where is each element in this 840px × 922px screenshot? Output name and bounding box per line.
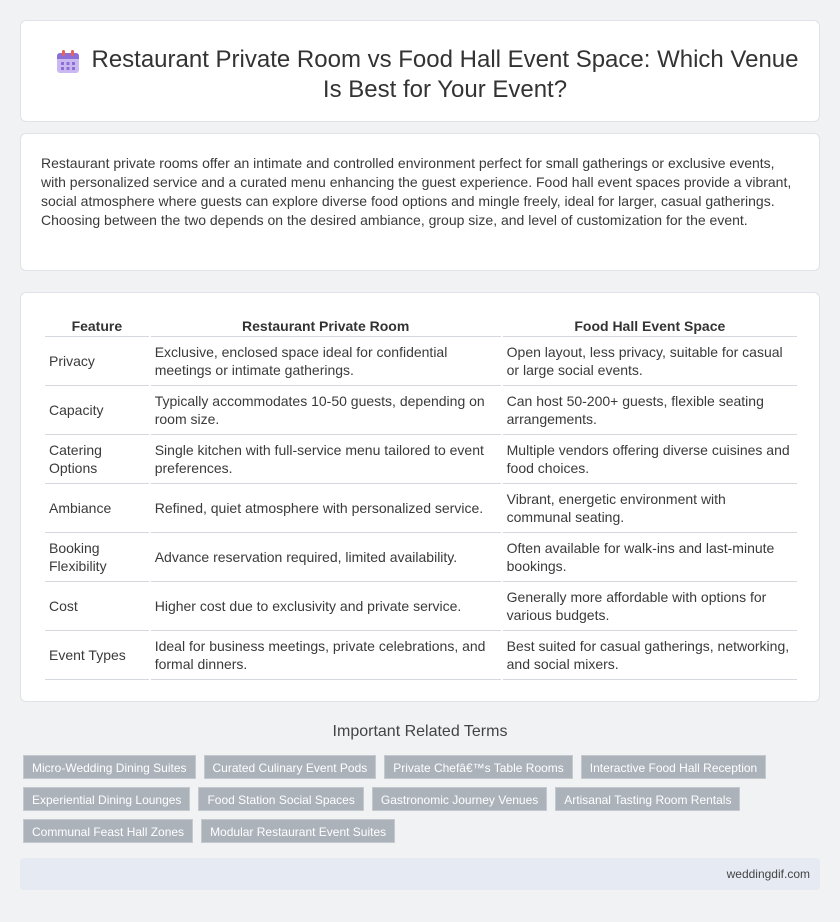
related-term-tag[interactable]: Gastronomic Journey Venues (372, 787, 547, 811)
comparison-card (20, 292, 820, 702)
private-room-cell: Advance reservation required, limited availability. (151, 533, 501, 582)
feature-cell: Cost (45, 582, 149, 631)
feature-cell: Capacity (45, 386, 149, 435)
feature-cell: Event Types (45, 631, 149, 680)
header-food-hall-event-space: Food Hall Event Space (503, 315, 797, 337)
related-term-tag[interactable]: Micro-Wedding Dining Suites (23, 755, 196, 779)
food-hall-cell: Can host 50-200+ guests, flexible seating arrangements. (503, 386, 797, 435)
food-hall-cell: Often available for walk-ins and last-minute bookings. (503, 533, 797, 582)
intro-paragraph: Restaurant private rooms offer an intimate and controlled environment perfect for small gatherings or exclusive events, with personalized service and a curated menu enhancing the guest experience. Food hall event spaces provide a vibrant, social atmosphere where guests can explore diverse food options and mingle freely, ideal for larger, casual gatherings. Choosing between the two depends on the desired ambiance, group size, and level of customization for the event. (41, 155, 792, 228)
comparison-table (43, 315, 799, 680)
table-row (45, 582, 797, 631)
private-room-cell: Higher cost due to exclusivity and private service. (151, 582, 501, 631)
table-header-row (45, 315, 797, 337)
table-row (45, 533, 797, 582)
related-terms-list (23, 755, 783, 843)
feature-cell: Catering Options (45, 435, 149, 484)
intro-card (20, 133, 820, 271)
footer-bar (20, 858, 820, 890)
private-room-cell: Single kitchen with full-service menu tailored to event preferences. (151, 435, 501, 484)
private-room-cell: Refined, quiet atmosphere with personalized service. (151, 484, 501, 533)
related-term-tag[interactable]: Food Station Social Spaces (198, 787, 363, 811)
header-restaurant-private-room: Restaurant Private Room (151, 315, 501, 337)
related-term-tag[interactable]: Curated Culinary Event Pods (204, 755, 377, 779)
related-terms-heading: Important Related Terms (332, 723, 508, 740)
feature-cell: Privacy (45, 337, 149, 386)
feature-cell: Booking Flexibility (45, 533, 149, 582)
related-term-tag[interactable]: Communal Feast Hall Zones (23, 819, 193, 843)
private-room-cell: Exclusive, enclosed space ideal for confidential meetings or intimate gatherings. (151, 337, 501, 386)
feature-cell: Ambiance (45, 484, 149, 533)
table-row (45, 484, 797, 533)
food-hall-cell: Multiple vendors offering diverse cuisines and food choices. (503, 435, 797, 484)
table-row (45, 435, 797, 484)
private-room-cell: Typically accommodates 10-50 guests, depending on room size. (151, 386, 501, 435)
food-hall-cell: Open layout, less privacy, suitable for casual or large social events. (503, 337, 797, 386)
related-term-tag[interactable]: Interactive Food Hall Reception (581, 755, 766, 779)
food-hall-cell: Vibrant, energetic environment with communal seating. (503, 484, 797, 533)
footer-site-link[interactable]: weddingdif.com (726, 867, 810, 881)
related-term-tag[interactable]: Private Chefâ€™s Table Rooms (384, 755, 573, 779)
table-row (45, 631, 797, 680)
table-row (45, 386, 797, 435)
private-room-cell: Ideal for business meetings, private celebrations, and formal dinners. (151, 631, 501, 680)
header-feature: Feature (45, 315, 149, 337)
title-card (20, 20, 820, 122)
related-term-tag[interactable]: Experiential Dining Lounges (23, 787, 190, 811)
related-term-tag[interactable]: Modular Restaurant Event Suites (201, 819, 395, 843)
related-term-tag[interactable]: Artisanal Tasting Room Rentals (555, 787, 740, 811)
food-hall-cell: Best suited for casual gatherings, networking, and social mixers. (503, 631, 797, 680)
page-title: Restaurant Private Room vs Food Hall Event Space: Which Venue Is Best for Your Event? (91, 46, 799, 103)
table-row (45, 337, 797, 386)
calendar-icon (55, 49, 81, 75)
food-hall-cell: Generally more affordable with options for various budgets. (503, 582, 797, 631)
